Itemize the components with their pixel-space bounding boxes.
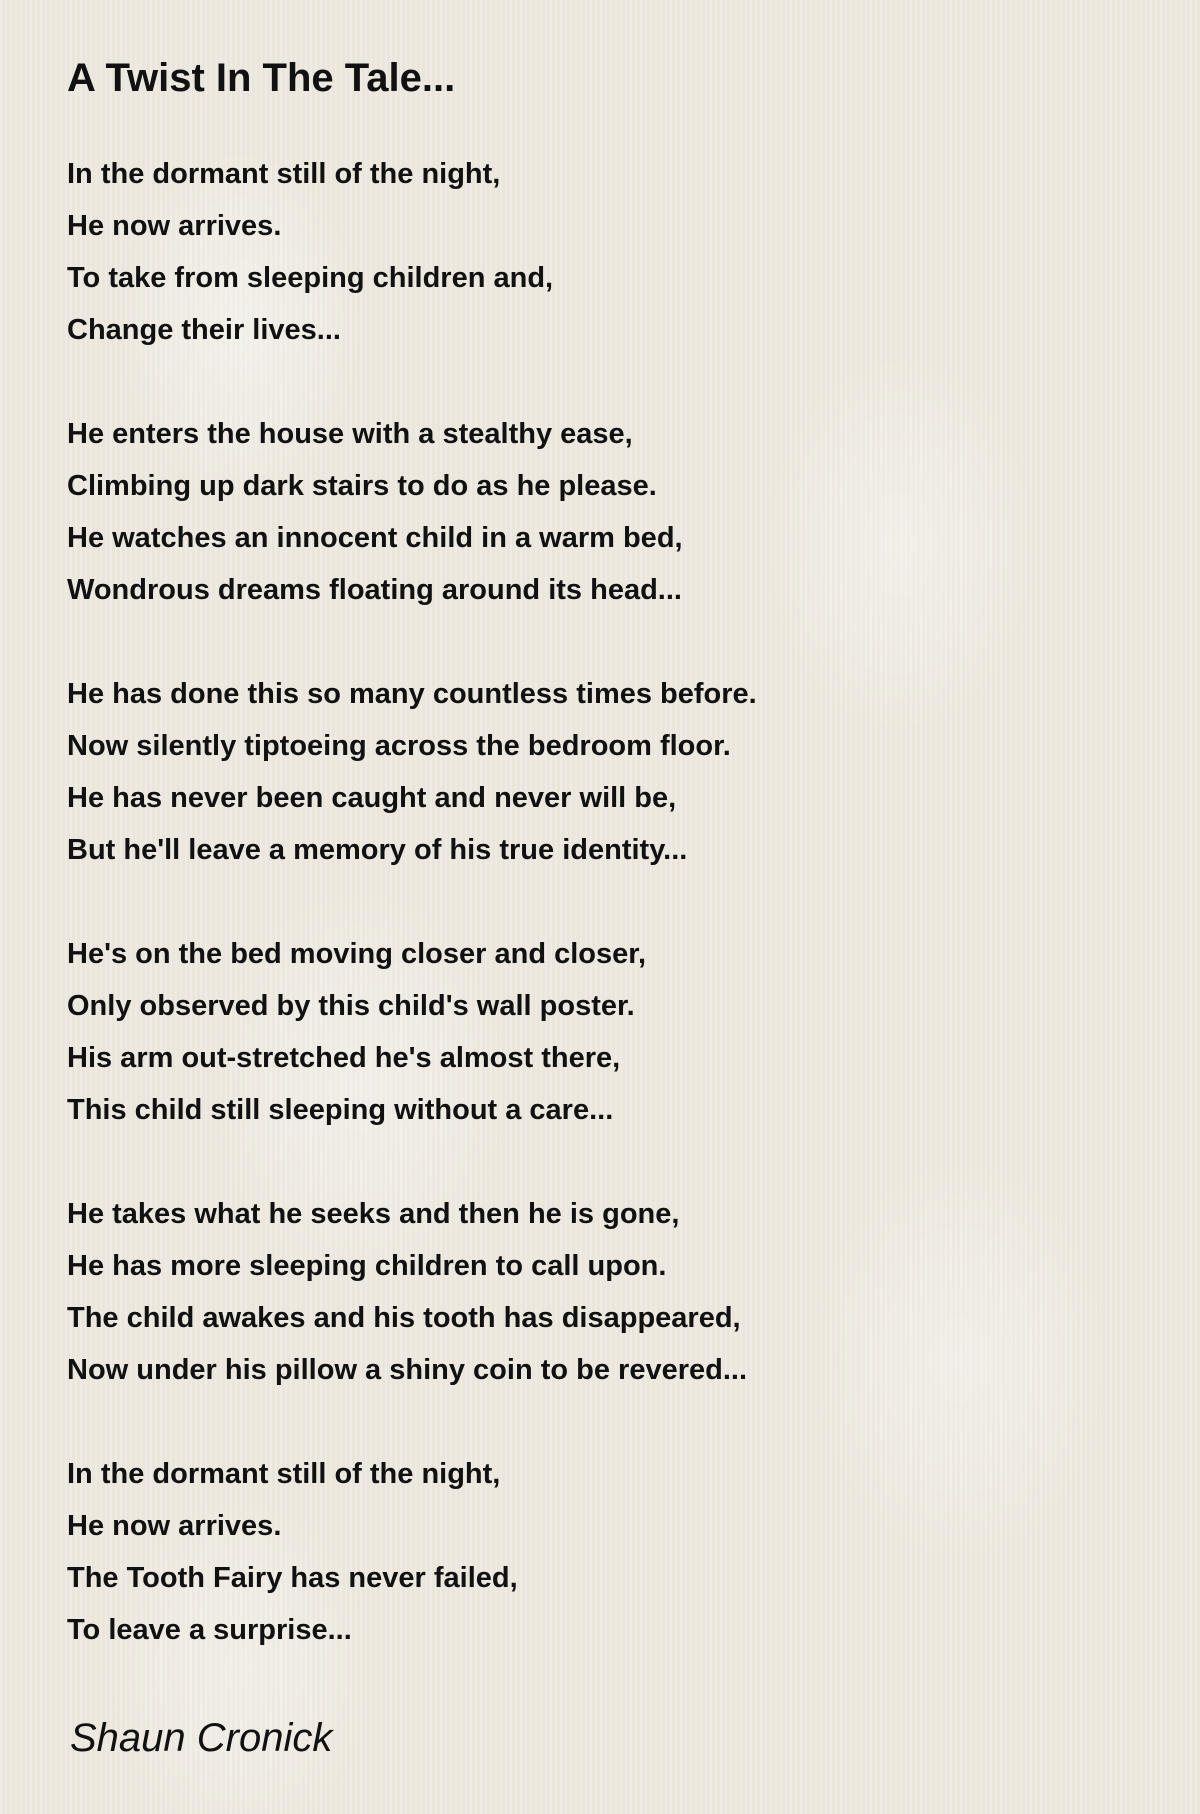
poem-line: He now arrives. [67, 1510, 282, 1542]
poem-line: To leave a surprise... [67, 1614, 352, 1646]
poem-line: To take from sleeping children and, [67, 262, 554, 294]
poem-line: He watches an innocent child in a warm bed, [67, 522, 683, 554]
stanza-5 [67, 1188, 1147, 1396]
poem-line: In the dormant still of the night, [67, 158, 501, 190]
poem-line: This child still sleeping without a care... [67, 1094, 614, 1126]
poem-line: He takes what he seeks and then he is gone, [67, 1198, 680, 1230]
poem-line: The child awakes and his tooth has disappeared, [67, 1302, 741, 1334]
stanza-2 [67, 408, 1147, 616]
poem-line: He now arrives. [67, 210, 282, 242]
poem-line: But he'll leave a memory of his true identity... [67, 834, 688, 866]
poem-line: Change their lives... [67, 314, 341, 346]
poem-line: His arm out-stretched he's almost there, [67, 1042, 621, 1074]
stanza-1 [67, 148, 1147, 356]
poem-line: Only observed by this child's wall poster. [67, 990, 635, 1022]
poem-line: He has more sleeping children to call upon. [67, 1250, 667, 1282]
poem-line: Climbing up dark stairs to do as he please. [67, 470, 657, 502]
stanza-3 [67, 668, 1147, 876]
poem-title: A Twist In The Tale... [67, 56, 456, 100]
stanza-6 [67, 1448, 1147, 1656]
poem-line: Now silently tiptoeing across the bedroom floor. [67, 730, 731, 762]
poem-line: He's on the bed moving closer and closer, [67, 938, 646, 970]
stanza-4 [67, 928, 1147, 1136]
poem-line: The Tooth Fairy has never failed, [67, 1562, 518, 1594]
poem-line: He has never been caught and never will be, [67, 782, 677, 814]
poem-body [67, 148, 1147, 1708]
poem-line: Wondrous dreams floating around its head... [67, 574, 682, 606]
poem-line: Now under his pillow a shiny coin to be revered... [67, 1354, 748, 1386]
poem-line: He enters the house with a stealthy ease, [67, 418, 633, 450]
poem-line: In the dormant still of the night, [67, 1458, 501, 1490]
poem-line: He has done this so many countless times before. [67, 678, 757, 710]
author-name: Shaun Cronick [70, 1716, 333, 1760]
